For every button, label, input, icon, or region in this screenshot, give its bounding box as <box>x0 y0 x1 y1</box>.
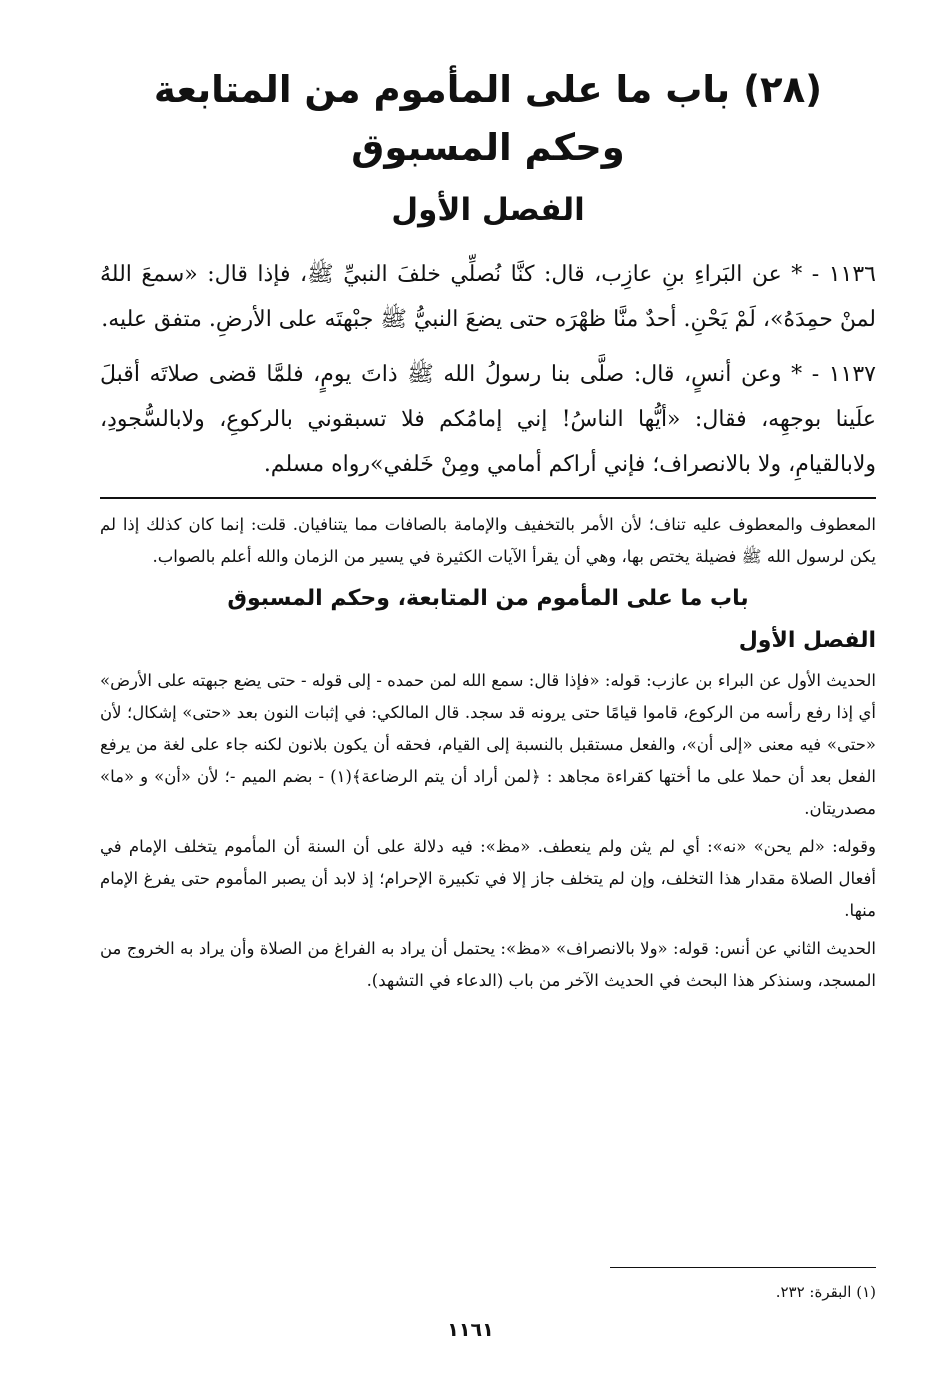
chapter-title-line-1: (٢٨) باب ما على المأموم من المتابعة <box>153 68 823 111</box>
section-title: الفصل الأول <box>391 192 585 228</box>
commentary-intro: المعطوف والمعطوف عليه تناف؛ لأن الأمر بالتخفيف والإمامة بالصافات مما يتنافيان. قلت: إنما كان كذلك إذا لم يكن لرسول الله ﷺ فضيلة يختص بها، وهي أن يقرأ الآيات الكثيرة في يسير من الزمان والله أعلم بالصواب. <box>100 515 876 566</box>
page-number: ١١٦١ <box>447 1319 494 1341</box>
hadith-1137: ١١٣٧ - * وعن أنسٍ، قال: صلَّى بنا رسولُ الله ﷺ ذاتَ يومٍ، فلمَّا قضى صلاتَه أقبلَ علَينا بوجهِه، فقال: «أيُّها الناسُ! إني إمامُكم فلا تسبقوني بالركوعِ، ولابالسُّجودِ، ولابالقيامِ، ولا بالانصراف؛ فإني أراكم أمامي ومِنْ خَلفي»رواه مسلم. <box>100 362 876 477</box>
commentary-paragraph: الحديث الثاني عن أنس: قوله: «ولا بالانصراف» «مظ»: يحتمل أن يراد به الفراغ من الصلاة وأن يراد به الخروج من المسجد، وسنذكر هذا البحث في الحديث الآخر من باب (الدعاء في التشهد). <box>100 939 876 990</box>
footnote: (١) البقرة: ٢٣٢. <box>775 1283 876 1301</box>
page-body <box>100 58 876 1003</box>
commentary-paragraph: الحديث الأول عن البراء بن عازب: قوله: «فإذا قال: سمع الله لمن حمده - إلى قوله - حتى يضع جبهته على الأرض» أي إذا رفع رأسه من الركوع، قاموا قيامًا حتى يرونه قد سجد. قال المالكي: في إثبات النون بعد «حتى» إشكال؛ لأن «حتى» فيه معنى «إلى أن»، والفعل مستقبل بالنسبة إلى القيام، فحقه أن يكون بلانون لكنه جاء على لغة من يرفع الفعل بعد أن حملا على ما أختها كقراءة مجاهد : ﴿لمن أراد أن يتم الرضاعة﴾(١) - بضم الميم -؛ لأن «أن» و «ما» مصدريتان. <box>100 671 876 818</box>
commentary-bab-title: باب ما على المأموم من المتابعة، وحكم المسبوق <box>227 586 749 611</box>
commentary-fasl-title: الفصل الأول <box>738 628 876 653</box>
chapter-title-line-2: وحكم المسبوق <box>351 126 625 169</box>
text-commentary-divider <box>100 497 876 499</box>
hadith-1136: ١١٣٦ - * عن البَراءِ بنِ عازِب، قال: كنَّا نُصلِّي خلفَ النبيِّ ﷺ، فإذا قال: «سمعَ اللهُ لمنْ حمِدَهُ»، لَمْ يَحْنِ. أحدٌ منَّا ظهْرَه حتى يضعَ النبيُّ ﷺ جبْهتَه على الأرضِ. متفق عليه. <box>100 262 876 332</box>
commentary-paragraph: وقوله: «لم يحن» «نه»: أي لم يثن ولم ينعطف. «مظ»: فيه دلالة على أن السنة أن المأموم يتخلف الإمام في أفعال الصلاة مقدار هذا التخلف، وإن لم يتخلف جاز إلا في تكبيرة الإحرام؛ إذ لابد أن يصبر المأموم حتى يفرغ الإمام منها. <box>100 837 876 920</box>
footnote-divider <box>610 1267 876 1268</box>
